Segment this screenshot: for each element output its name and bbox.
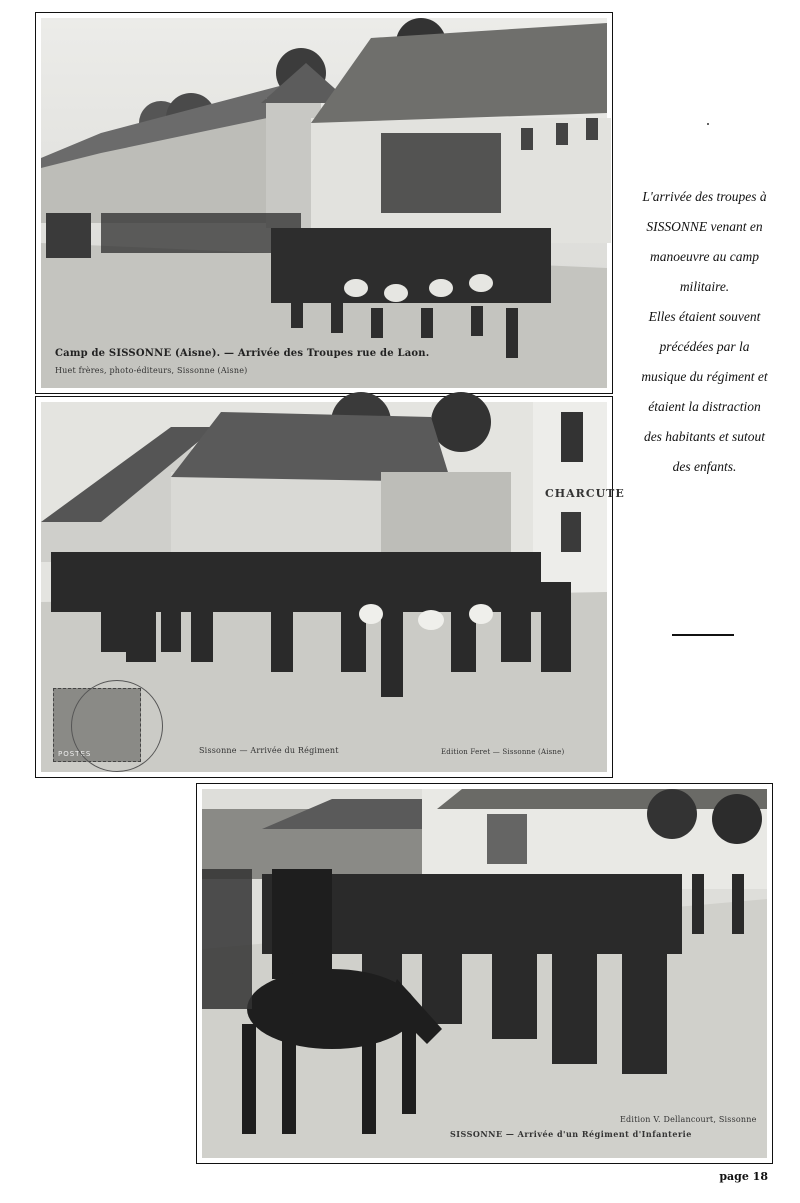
side-text-line: Elles étaient souvent — [648, 309, 761, 324]
decorative-dot — [707, 123, 709, 125]
photo-1-caption: Camp de SISSONNE (Aisne). — Arrivée des Troupes rue de Laon. — [55, 348, 430, 359]
side-text-line: musique du régiment et — [641, 369, 768, 384]
stamp-text: POSTES — [58, 750, 92, 758]
postcard-photo-3 — [196, 783, 773, 1164]
section-divider — [672, 634, 734, 636]
side-text-line: étaient la distraction — [648, 399, 761, 414]
photo-3-publisher: Edition V. Dellancourt, Sissonne — [620, 1115, 757, 1124]
photo-2-caption: Sissonne — Arrivée du Régiment — [199, 746, 339, 755]
photo-2-publisher: Edition Feret — Sissonne (Aisne) — [441, 748, 565, 756]
page-number: page 18 — [719, 1170, 768, 1183]
photo-1-publisher: Huet frères, photo-éditeurs, Sissonne (Aisne) — [55, 366, 248, 375]
photo-1-illustration — [41, 18, 607, 388]
side-text-line: des habitants et sutout — [643, 429, 766, 444]
photo-regiment-infanterie — [202, 789, 767, 1158]
side-text-line: précédées par la — [659, 339, 750, 354]
side-text-line: L'arrivée des troupes à — [642, 189, 767, 204]
postmark-circle — [71, 680, 163, 772]
shop-sign: CHARCUTE — [545, 487, 625, 500]
side-text-line: des enfants. — [672, 459, 737, 474]
postcard-photo-1 — [35, 12, 613, 394]
photo-3-illustration — [202, 789, 767, 1158]
photo-arrivee-regiment — [41, 402, 625, 772]
postcard-photo-2 — [35, 396, 625, 778]
side-text-line: manoeuvre au camp — [650, 249, 759, 264]
side-text-line: militaire. — [679, 279, 730, 294]
photo-3-caption: SISSONNE — Arrivée d'un Régiment d'Infanterie — [450, 1129, 692, 1139]
side-description — [622, 182, 787, 482]
photo-troops-rue-de-laon — [41, 18, 607, 388]
side-text-line: SISSONNE venant en — [646, 219, 763, 234]
